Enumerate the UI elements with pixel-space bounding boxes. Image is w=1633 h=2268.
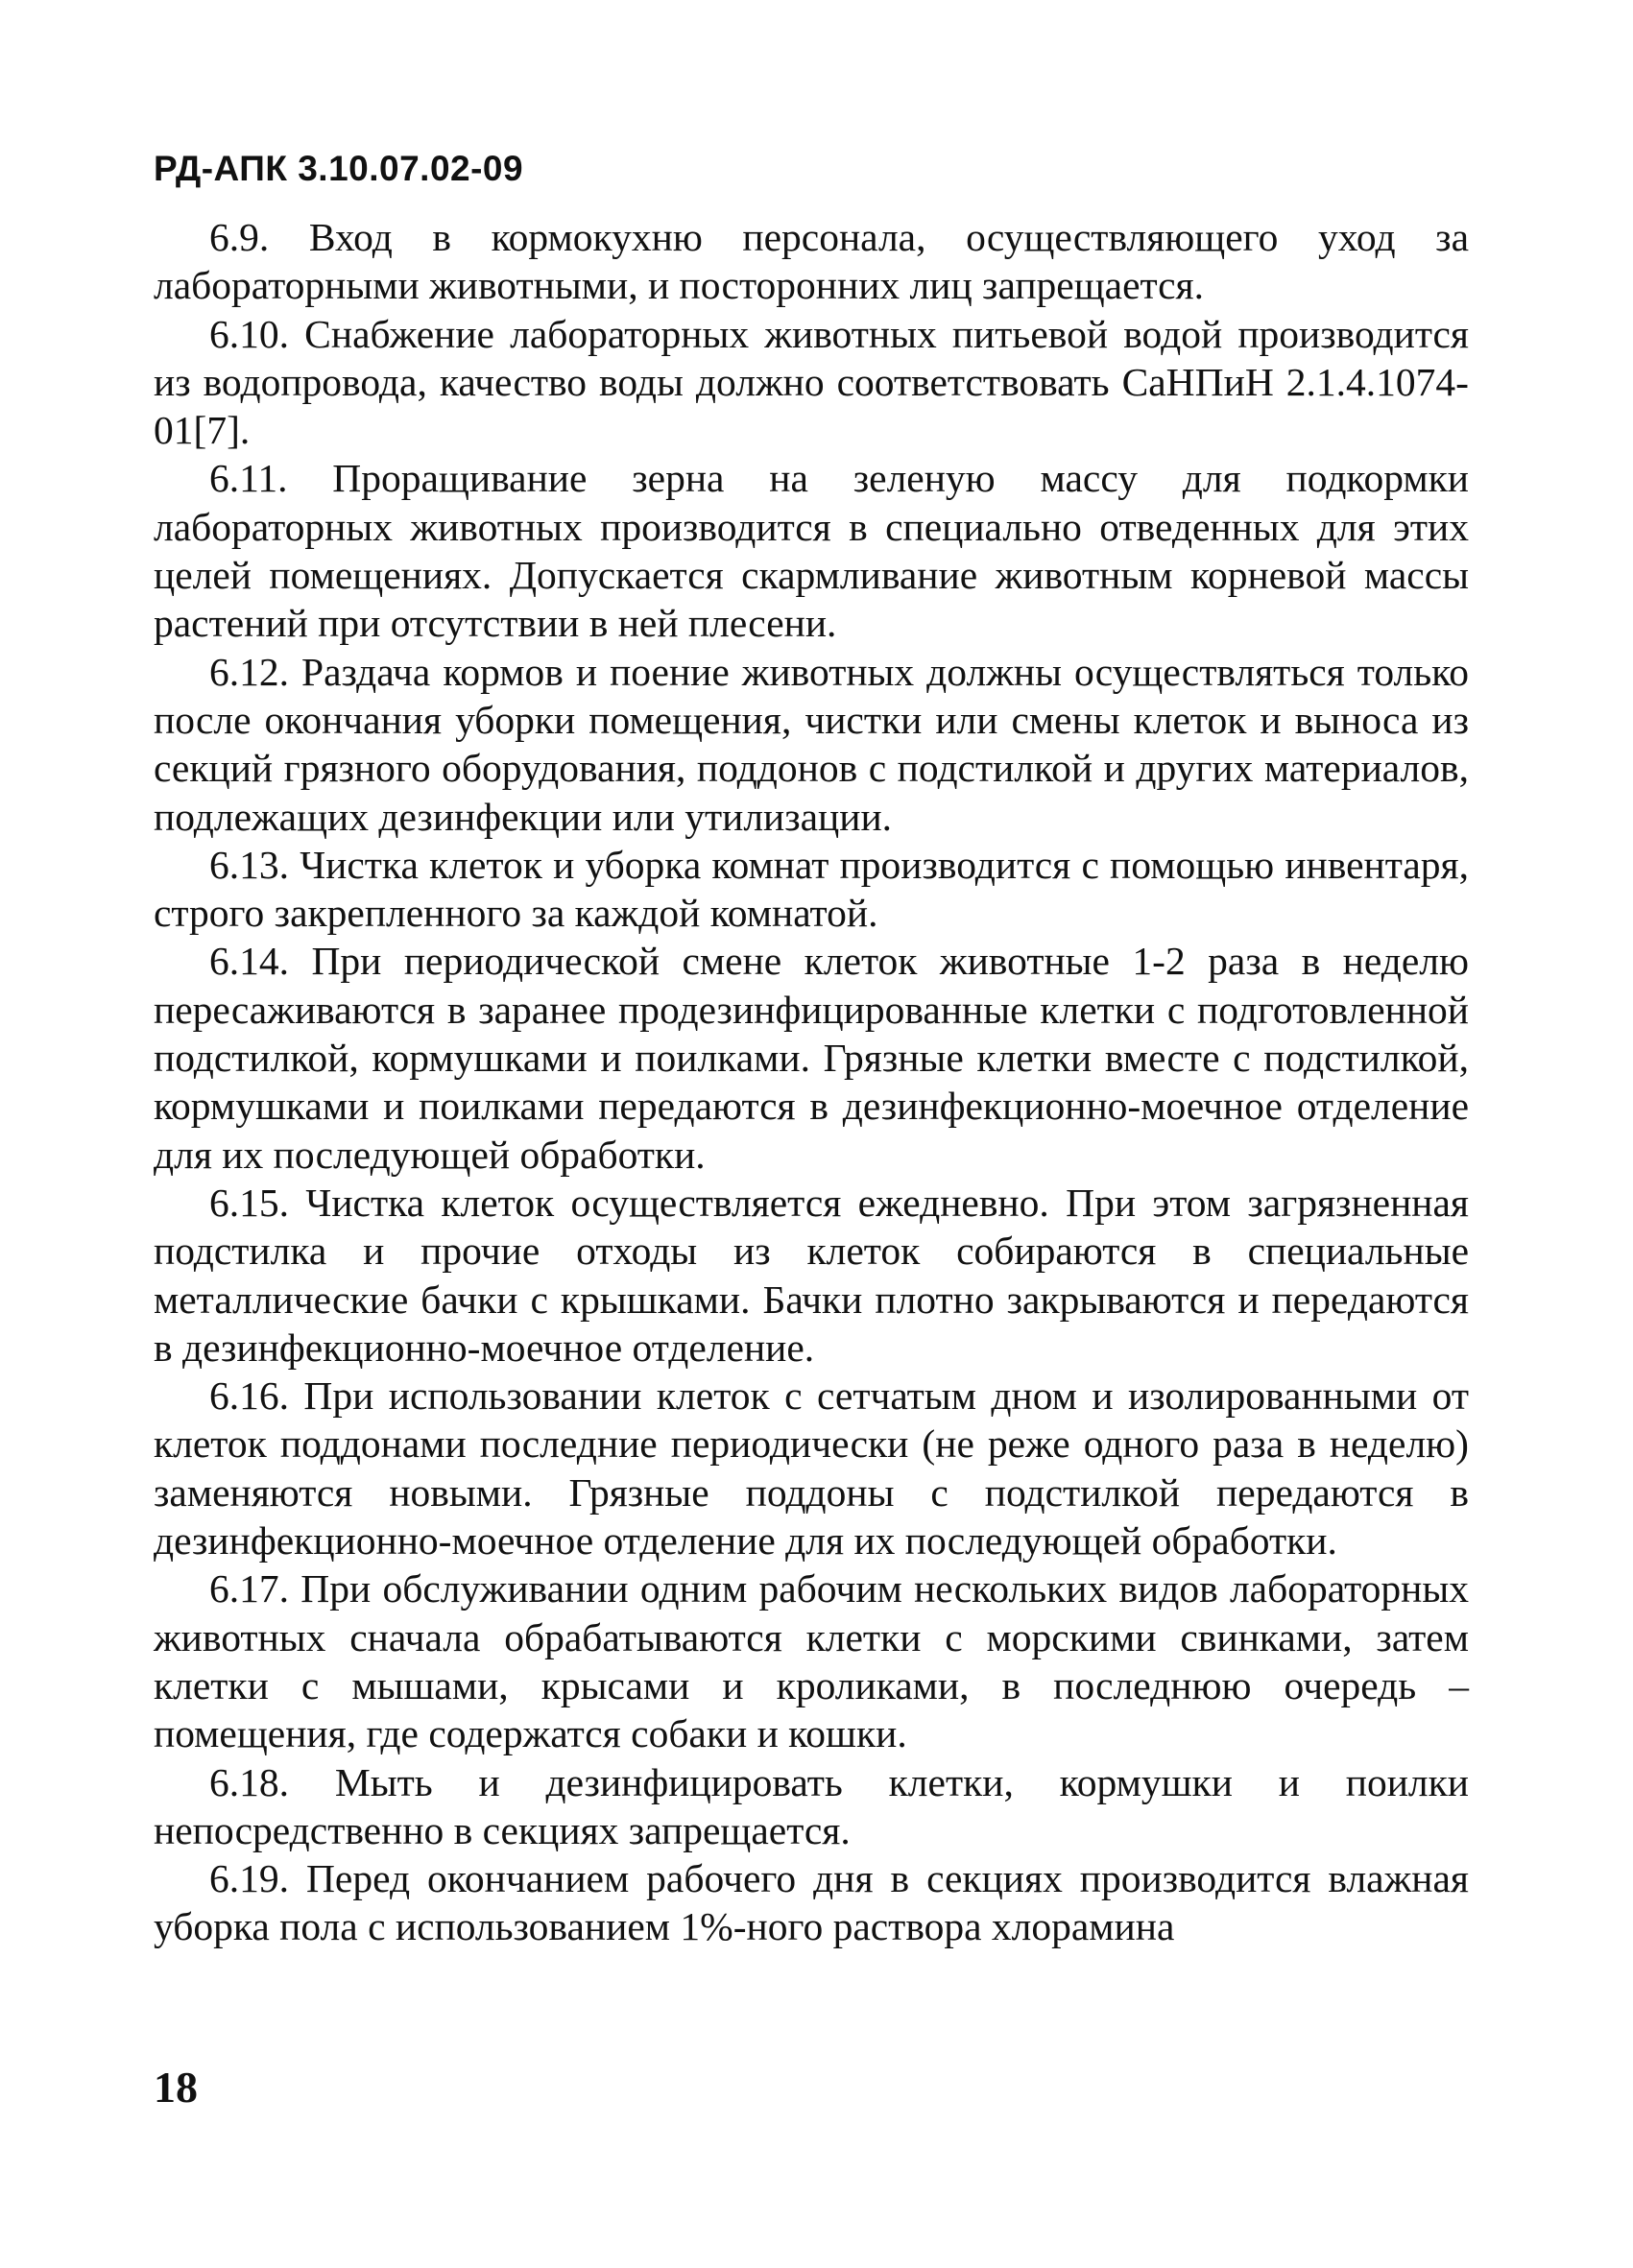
paragraph-6-15: 6.15. Чистка клеток осуществляется ежедневно. При этом загрязненная подстилка и прочие отходы из клеток собираются в специальные металлические бачки с крышками. Бачки плотно закрываются и передаются в дезинфекционно-моечное отделение.	[154, 1180, 1469, 1370]
document-body	[154, 213, 1469, 1951]
paragraph-6-11: 6.11. Проращивание зерна на зеленую массу для подкормки лабораторных животных производится в специально отведенных для этих целей помещениях. Допускается скармливание животным корневой массы растений при отсутствии в ней плесени.	[154, 456, 1469, 646]
paragraph-6-16: 6.16. При использовании клеток с сетчатым дном и изолированными от клеток поддонами последние периодически (не реже одного раза в неделю) заменяются новыми. Грязные поддоны с подстилкой передаются в дезинфекционно-моечное отделение для их последующей обработки.	[154, 1373, 1469, 1564]
paragraph-6-12: 6.12. Раздача кормов и поение животных должны осуществляться только после окончания уборки помещения, чистки или смены клеток и выноса из секций грязного оборудования, поддонов с подстилкой и других материалов, подлежащих дезинфекции или утилизации.	[154, 649, 1469, 839]
paragraph-6-17: 6.17. При обслуживании одним рабочим нескольких видов лабораторных животных сначала обрабатываются клетки с морскими свинками, затем клетки с мышами, крысами и кроликами, в последнюю очередь – помещения, где содержатся собаки и кошки.	[154, 1566, 1469, 1756]
document-code-header: РД-АПК 3.10.07.02-09	[154, 149, 524, 188]
paragraph-6-10: 6.10. Снабжение лабораторных животных питьевой водой производится из водопровода, качество воды должно соответствовать СаНПиН 2.1.4.1074-01[7].	[154, 311, 1469, 453]
paragraph-6-9: 6.9. Вход в кормокухню персонала, осуществляющего уход за лабораторными животными, и посторонних лиц запрещается.	[154, 215, 1469, 308]
page-number: 18	[154, 2063, 198, 2112]
paragraph-6-13: 6.13. Чистка клеток и уборка комнат производится с помощью инвентаря, строго закрепленного за каждой комнатой.	[154, 842, 1469, 936]
paragraph-6-18: 6.18. Мыть и дезинфицировать клетки, кормушки и поилки непосредственно в секциях запрещается.	[154, 1759, 1469, 1852]
paragraph-6-19: 6.19. Перед окончанием рабочего дня в секциях производится влажная уборка пола с использованием 1%-ного раствора хлорамина	[154, 1856, 1469, 1949]
paragraph-6-14: 6.14. При периодической смене клеток животные 1-2 раза в неделю пересаживаются в заранее продезинфицированные клетки с подготовленной подстилкой, кормушками и поилками. Грязные клетки вместе с подстилкой, кормушками и поилками передаются в дезинфекционно-моечное отделение для их последующей обработки.	[154, 939, 1469, 1177]
